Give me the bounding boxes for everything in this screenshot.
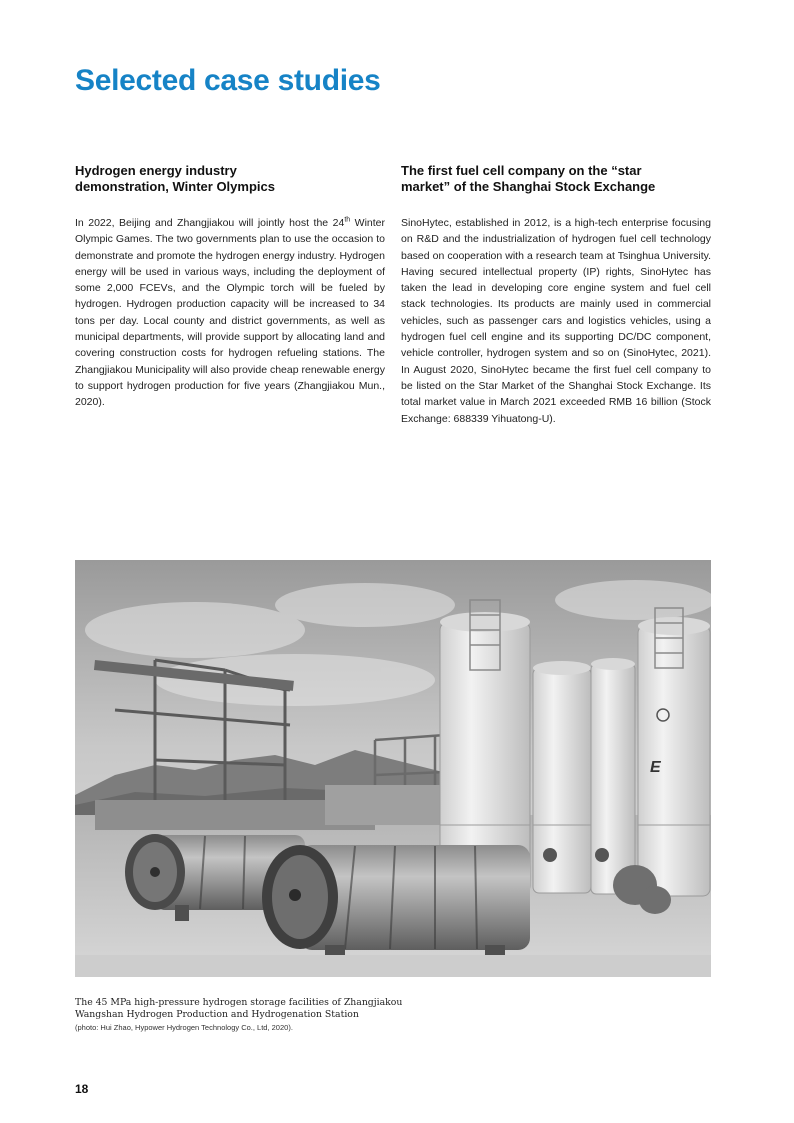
caption-line2: Wangshan Hydrogen Production and Hydrogenation Station [75,1009,359,1020]
left-body-superscript: th [344,216,351,224]
tank-logo: E [650,759,661,776]
figure-caption [75,997,495,1033]
left-body [75,215,385,411]
left-heading-line1: Hydrogen energy industry [75,163,237,178]
photo-credit: (photo: Hui Zhao, Hypower Hydrogen Technology Co., Ltd, 2020). [75,1023,293,1032]
right-heading-line2: market” of the Shanghai Stock Exchange [401,179,656,194]
caption-text [75,997,495,1021]
caption-line1: The 45 MPa high-pressure hydrogen storage facilities of Zhangjiakou [75,997,403,1008]
left-body-post: Winter Olympic Games. The two governments plan to use the occasion to demonstrate and promote the hydrogen energy industry. Hydrogen energy will be used in various ways, including the deployment of some 2,000 FCEVs, and the Olympic torch will be fueled by hydrogen. Hydrogen production capacity will be increased to 34 tons per day. Local county and district governments, as well as municipal departments, will provide support by allocating land and covering construction costs for hydrogen refueling stations. The Zhangjiakou Municipality will also provide cheap renewable energy to support hydrogen production for five years (Zhangjiakou Mun., 2020). [75,217,385,409]
hydrogen-storage-photo [75,560,711,977]
page-title: Selected case studies [75,64,381,97]
right-heading [401,163,711,195]
left-column [75,163,385,411]
page-number: 18 [75,1082,89,1096]
left-body-pre: In 2022, Beijing and Zhangjiakou will jointly host the 24 [75,217,345,229]
right-heading-line1: The first fuel cell company on the “star [401,163,642,178]
left-heading [75,163,385,195]
left-heading-line2: demonstration, Winter Olympics [75,179,275,194]
right-body: SinoHytec, established in 2012, is a high-tech enterprise focusing on R&D and the industrialization of hydrogen fuel cell technology based on cooperation with a research team at Tsinghua University. Having secured intellectual property (IP) rights, SinoHytec has taken the lead in developing core engine system and fuel cell stack technologies. Its products are mainly used in commercial vehicles, such as passenger cars and logistics vehicles, using a hydrogen fuel cell engine and its supporting DC/DC component, vehicle controller, hydrogen system and so on (SinoHytec, 2021). In August 2020, SinoHytec became the first fuel cell company to be listed on the Star Market of the Shanghai Stock Exchange. Its total market value in March 2021 exceeded RMB 16 billion (Stock Exchange: 688339 Yihuatong-U). [401,217,711,425]
right-column [401,163,711,427]
